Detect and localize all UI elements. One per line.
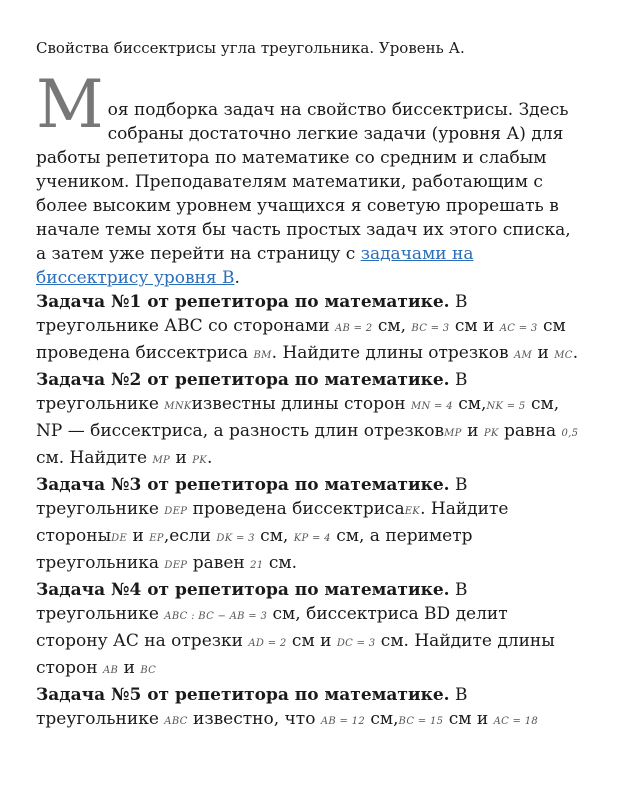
- task-text: см, NP — биссектриса, а разность длин отрезков: [36, 394, 560, 441]
- task-text: известно, что: [187, 709, 321, 729]
- math-expression: BC: [140, 665, 157, 676]
- task-heading: Задача №1 от репетитора по математике.: [36, 292, 450, 312]
- task-text: В треугольнике: [36, 475, 468, 519]
- math-expression: 21: [250, 560, 264, 571]
- task-text: см, биссектриса BD делит сторону АС на отрезки: [36, 604, 508, 651]
- task-text: см, а периметр треугольника: [36, 526, 473, 573]
- intro-first-line: оя подборка задач на свойство биссектрисы. Здесь: [107, 100, 569, 120]
- math-expression: DK = 3: [216, 533, 255, 544]
- task-text: см. Найдите длины сторон: [36, 631, 555, 678]
- task-4: [36, 578, 582, 683]
- math-expression: EP: [149, 533, 164, 544]
- math-expression: AC = 18: [493, 716, 539, 727]
- task-heading: Задача №4 от репетитора по математике.: [36, 580, 450, 600]
- task-text: см проведена биссектриса: [36, 316, 566, 363]
- math-expression: MP: [152, 455, 171, 466]
- math-expression: 0,5: [561, 428, 579, 439]
- task-text: равна: [498, 421, 562, 441]
- drop-cap: М: [36, 66, 104, 143]
- task-list: [36, 290, 582, 734]
- math-expression: BC = 15: [398, 716, 444, 727]
- task-text: В треугольнике АВС со сторонами: [36, 292, 468, 336]
- math-expression: KP = 4: [293, 533, 331, 544]
- task-text: см и: [443, 709, 494, 729]
- intro-paragraph: [36, 66, 582, 290]
- task-text: и: [532, 343, 555, 363]
- math-expression: EK: [404, 506, 421, 517]
- task-text: и: [127, 526, 150, 546]
- math-expression: AB: [103, 665, 119, 676]
- math-expression: AC = 3: [499, 323, 538, 334]
- intro-text: собраны достаточно легкие задачи (уровня А) для работы репетитора по математике со средним и слабым учеником. Преподавателям математики, работающим с более высоким уровнем учащихся я советую прорешать в начале темы хотя бы часть простых задач их этого списка, а затем уже перейти на страницу с: [36, 124, 571, 264]
- task-text: .: [572, 343, 579, 363]
- task-text: и: [461, 421, 484, 441]
- math-expression: AM: [513, 350, 533, 361]
- math-expression: DEP: [164, 506, 188, 517]
- math-expression: MN = 4: [410, 401, 453, 412]
- math-expression: NK = 5: [486, 401, 526, 412]
- math-expression: MC: [554, 350, 573, 361]
- math-expression: MNK: [164, 401, 192, 412]
- task-text: . Найдите стороны: [36, 499, 509, 546]
- task-text: см,: [254, 526, 294, 546]
- math-expression: DE: [111, 533, 128, 544]
- intro-end: .: [234, 268, 240, 288]
- math-expression: ABC : BC − AB = 3: [164, 611, 268, 622]
- task-2: [36, 368, 582, 473]
- task-text: . Найдите длины отрезков: [271, 343, 514, 363]
- task-text: см и: [286, 631, 337, 651]
- task-text: известны длины сторон: [191, 394, 411, 414]
- task-1: [36, 290, 582, 368]
- task-text: см,: [372, 316, 412, 336]
- math-expression: PK: [192, 455, 208, 466]
- math-expression: ABC: [164, 716, 188, 727]
- level-b-link[interactable]: задачами на биссектрису уровня В: [36, 244, 474, 288]
- task-text: равен: [187, 553, 251, 573]
- task-3: [36, 473, 582, 578]
- task-text: см,: [364, 709, 399, 729]
- task-heading: Задача №3 от репетитора по математике.: [36, 475, 450, 495]
- task-text: см. Найдите: [36, 448, 153, 468]
- task-text: ,если: [163, 526, 217, 546]
- task-heading: Задача №5 от репетитора по математике.: [36, 685, 450, 705]
- task-text: .: [207, 448, 213, 468]
- math-expression: PK: [483, 428, 499, 439]
- math-expression: DEP: [164, 560, 188, 571]
- math-expression: AB = 2: [334, 323, 373, 334]
- task-text: см.: [263, 553, 298, 573]
- task-text: см,: [452, 394, 487, 414]
- task-text: см и: [449, 316, 500, 336]
- task-text: проведена биссектриса: [187, 499, 405, 519]
- task-5: [36, 683, 582, 734]
- task-heading: Задача №2 от репетитора по математике.: [36, 370, 450, 390]
- task-text: В треугольнике: [36, 685, 468, 729]
- task-text: В треугольнике: [36, 370, 468, 414]
- task-text: и: [170, 448, 193, 468]
- math-expression: DC = 3: [336, 638, 376, 649]
- math-expression: BM: [253, 350, 272, 361]
- page-title: Свойства биссектрисы угла треугольника. Уровень А.: [36, 39, 465, 57]
- math-expression: AD = 2: [248, 638, 287, 649]
- task-text: и: [118, 658, 141, 678]
- math-expression: AB = 12: [320, 716, 365, 727]
- math-expression: BC = 3: [411, 323, 450, 334]
- task-text: В треугольнике: [36, 580, 468, 624]
- math-expression: MP: [444, 428, 462, 439]
